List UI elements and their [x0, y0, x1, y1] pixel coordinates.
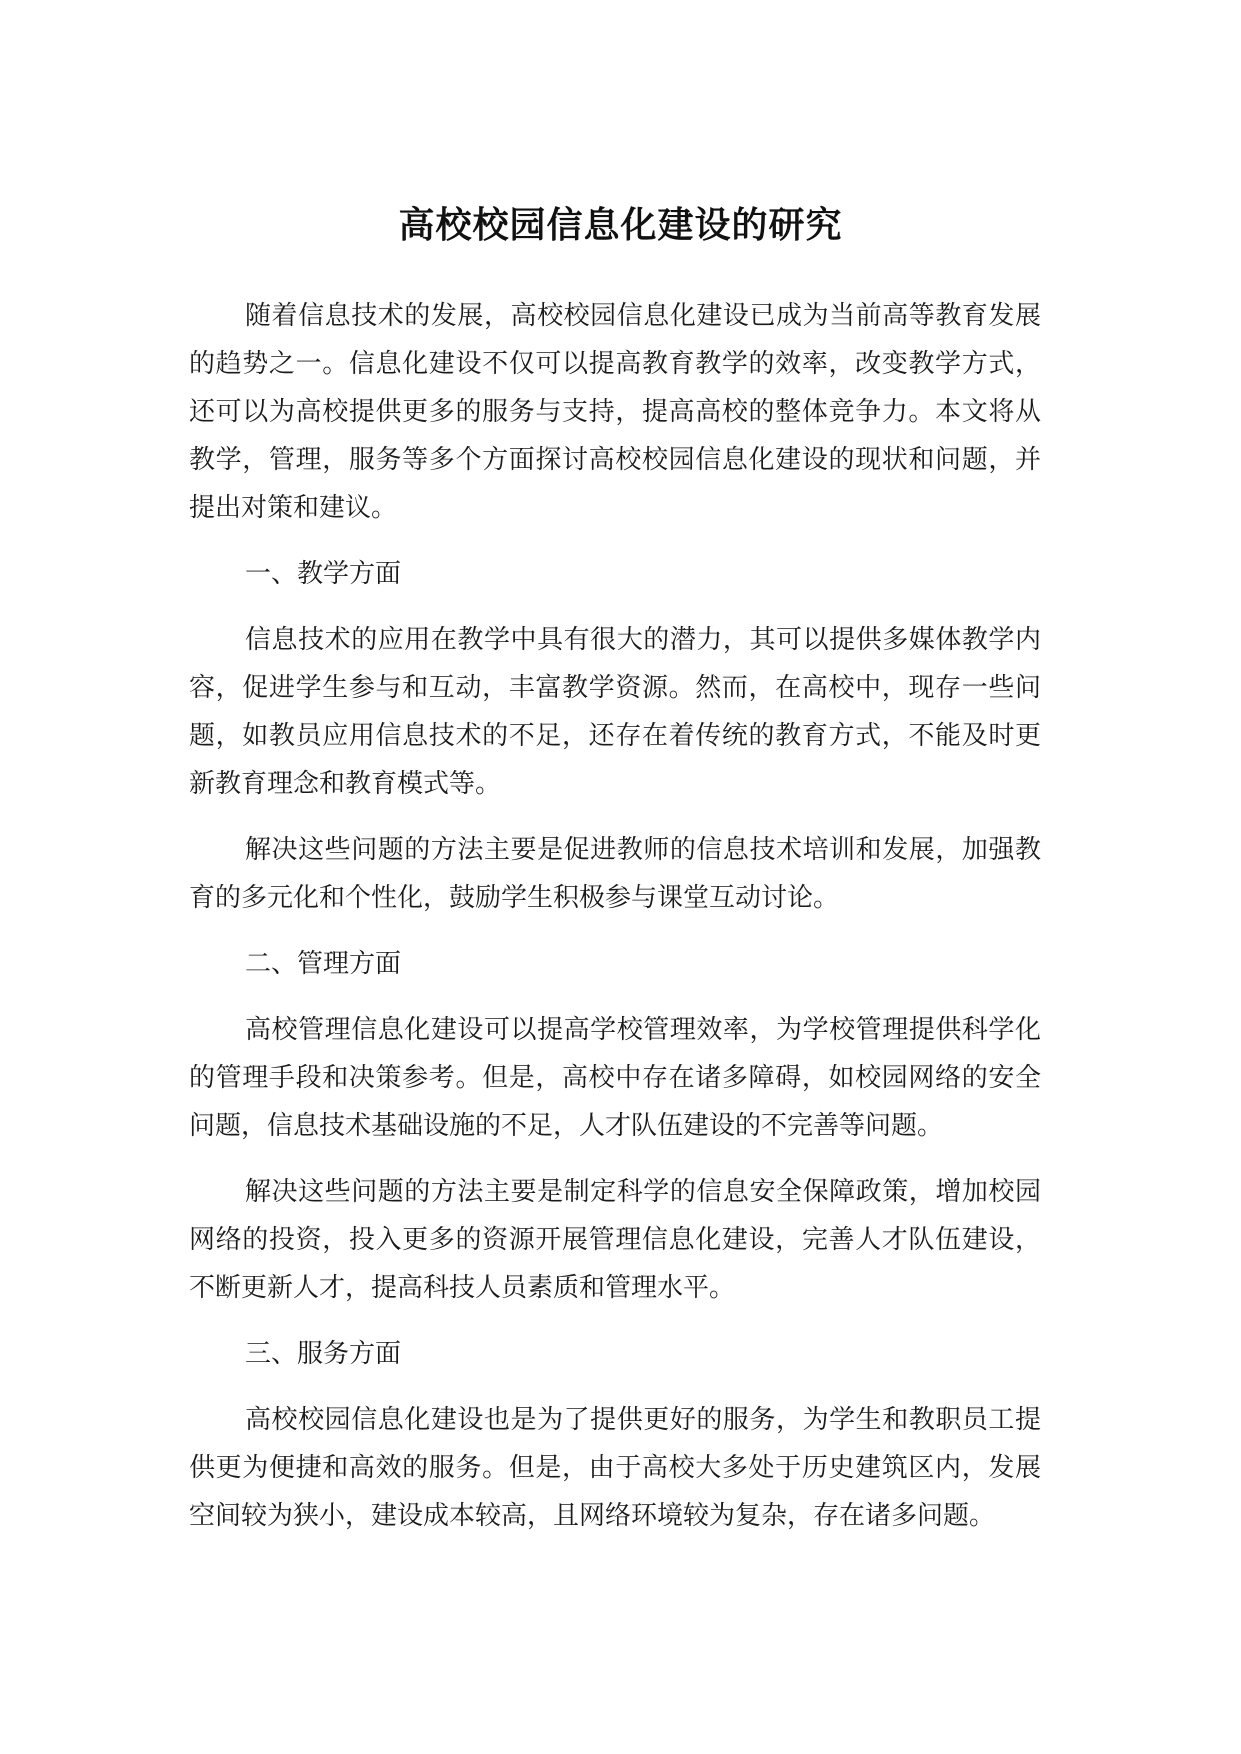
teaching-paragraph-2: 解决这些问题的方法主要是促进教师的信息技术培训和发展，加强教育的多元化和个性化，鼓励学生积极参与课堂互动讨论。	[189, 835, 1041, 913]
intro-paragraph: 随着信息技术的发展，高校校园信息化建设已成为当前高等教育发展的趋势之一。信息化建设不仅可以提高教育教学的效率，改变教学方式，还可以为高校提供更多的服务与支持，提高高校的整体竞争力。本文将从教学，管理，服务等多个方面探讨高校校园信息化建设的现状和问题，并提出对策和建议。	[189, 301, 1041, 523]
teaching-paragraph-1: 信息技术的应用在教学中具有很大的潜力，其可以提供多媒体教学内容，促进学生参与和互动，丰富教学资源。然而，在高校中，现存一些问题，如教员应用信息技术的不足，还存在着传统的教育方式，不能及时更新教育理念和教育模式等。	[189, 625, 1041, 799]
document-title: 高校校园信息化建设的研究	[398, 205, 843, 247]
document-body	[189, 292, 1041, 1558]
section-heading-management: 二、管理方面	[245, 949, 402, 979]
service-paragraph-1: 高校校园信息化建设也是为了提供更好的服务，为学生和教职员工提供更为便捷和高效的服务。但是，由于高校大多处于历史建筑区内，发展空间较为狭小，建设成本较高，且网络环境较为复杂，存在诸多问题。	[189, 1405, 1041, 1531]
section-heading-service: 三、服务方面	[245, 1339, 402, 1369]
management-paragraph-2: 解决这些问题的方法主要是制定科学的信息安全保障政策，增加校园网络的投资，投入更多的资源开展管理信息化建设，完善人才队伍建设，不断更新人才，提高科技人员素质和管理水平。	[189, 1177, 1041, 1303]
management-paragraph-1: 高校管理信息化建设可以提高学校管理效率，为学校管理提供科学化的管理手段和决策参考。但是，高校中存在诸多障碍，如校园网络的安全问题，信息技术基础设施的不足，人才队伍建设的不完善等问题。	[189, 1015, 1041, 1141]
section-heading-teaching: 一、教学方面	[245, 559, 402, 589]
